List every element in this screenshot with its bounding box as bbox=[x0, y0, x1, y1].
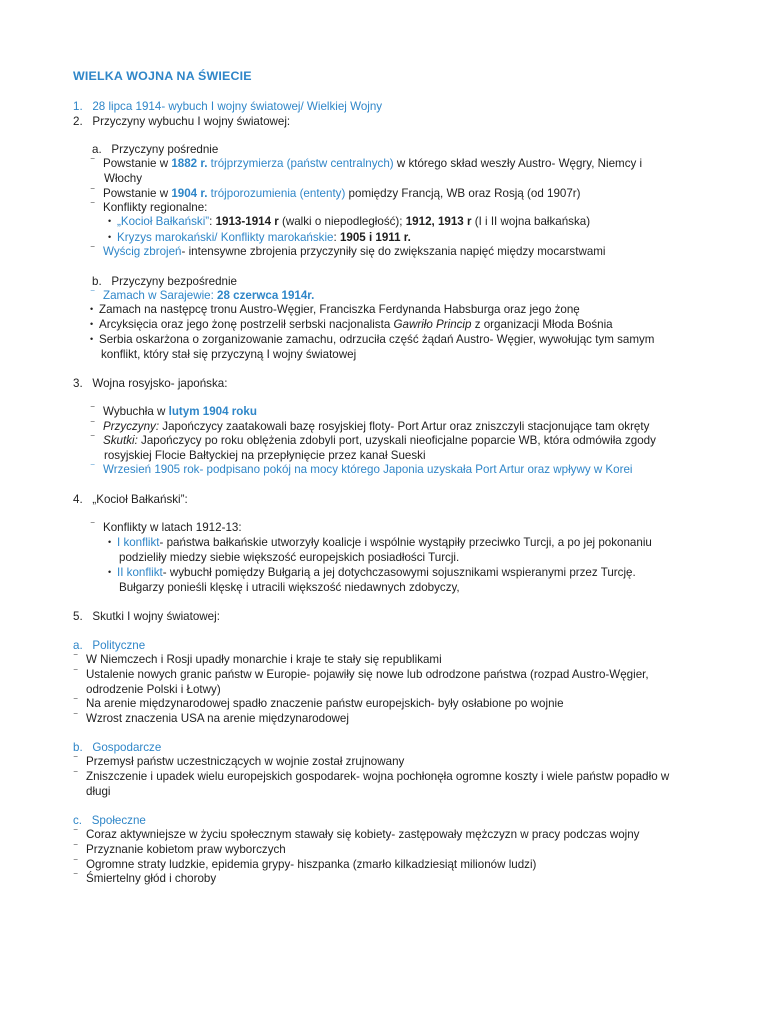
item-number: 2. bbox=[73, 115, 83, 128]
dash-bullet-icon: ⁻ bbox=[73, 652, 79, 663]
item-1 bbox=[73, 100, 382, 114]
subsection-economic-heading bbox=[73, 741, 161, 755]
item-number: b. bbox=[73, 741, 83, 754]
item-2 bbox=[73, 115, 290, 129]
list-item-continuation: odrodzenie Polski i Łotwy) bbox=[86, 683, 221, 696]
list-item-continuation: podzieliły miedzy siebie większość europejskich posiadłości Turcji. bbox=[119, 551, 460, 564]
list-item: • Serbia oskarżona o zorganizowanie zamachu, odrzuciła część żądań Austro- Węgier, wywołując tym samym bbox=[90, 333, 655, 346]
dash-bullet-icon: ⁻ bbox=[90, 186, 96, 197]
dash-bullet-icon: ⁻ bbox=[73, 667, 79, 678]
item-number: 1. bbox=[73, 100, 83, 113]
item-number: c. bbox=[73, 814, 83, 827]
dash-bullet-icon: ⁻ bbox=[90, 288, 96, 299]
item-5 bbox=[73, 610, 220, 624]
bullet-icon: • bbox=[90, 334, 94, 344]
list-item: ⁻ Wyścig zbrojeń- intensywne zbrojenia przyczyniły się do zwiększania napięć między mocarstwami bbox=[90, 244, 606, 258]
list-item-continuation: Bułgarzy ponieśli klęskę i utracili większość niedawnych zdobyczy, bbox=[119, 581, 460, 594]
list-item: ⁻ Przemysł państw uczestniczących w wojnie został zrujnowany bbox=[73, 754, 405, 768]
dash-bullet-icon: ⁻ bbox=[90, 200, 96, 211]
list-item: ⁻ Konflikty regionalne: bbox=[90, 200, 208, 214]
list-item: ⁻ W Niemczech i Rosji upadły monarchie i kraje te stały się republikami bbox=[73, 652, 442, 666]
dash-bullet-icon: ⁻ bbox=[73, 871, 79, 882]
item-text: Przyczyny bezpośrednie bbox=[111, 275, 238, 288]
dash-bullet-icon: ⁻ bbox=[73, 711, 79, 722]
dash-bullet-icon: ⁻ bbox=[73, 696, 79, 707]
dash-bullet-icon: ⁻ bbox=[90, 520, 96, 531]
list-item: • Zamach na następcę tronu Austro-Węgier, Franciszka Ferdynanda Habsburga oraz jego żonę bbox=[90, 303, 580, 316]
list-item: ⁻ Zamach w Sarajewie: 28 czerwca 1914r. bbox=[90, 288, 315, 302]
item-number: 5. bbox=[73, 610, 83, 623]
item-number: 4. bbox=[73, 493, 83, 506]
item-text: Wojna rosyjsko- japońska: bbox=[92, 377, 228, 390]
dash-bullet-icon: ⁻ bbox=[73, 827, 79, 838]
bullet-icon: • bbox=[108, 537, 112, 547]
bullet-icon: • bbox=[90, 319, 94, 329]
bullet-icon: • bbox=[108, 567, 112, 577]
sub-list-item: • I konflikt- państwa bałkańskie utworzyły koalicje i wspólnie wystąpiły przeciwko Turcji, a po jej pokonaniu bbox=[108, 536, 652, 549]
item-text: Społeczne bbox=[91, 814, 146, 827]
list-item: ⁻ Powstanie w 1882 r. trójprzymierza (państw centralnych) w którego skład weszły Austro- Węgry, Niemcy i bbox=[90, 156, 643, 170]
list-item-continuation: długi bbox=[86, 785, 111, 798]
dash-bullet-icon: ⁻ bbox=[90, 404, 96, 415]
item-text: Gospodarcze bbox=[92, 741, 162, 754]
document-title: WIELKA WOJNA NA ŚWIECIE bbox=[73, 69, 252, 83]
list-item-continuation: konflikt, który stał się przyczyną I wojny światowej bbox=[101, 348, 357, 361]
list-item: ⁻ Śmiertelny głód i choroby bbox=[73, 871, 217, 885]
item-number: a. bbox=[73, 639, 83, 652]
dash-bullet-icon: ⁻ bbox=[90, 433, 96, 444]
sub-list-item: • Kryzys marokański/ Konflikty marokańskie: 1905 i 1911 r. bbox=[108, 231, 411, 244]
subsection-a-heading bbox=[92, 143, 218, 157]
list-item: ⁻ Coraz aktywniejsze w życiu społecznym stawały się kobiety- zastępowały mężczyzn w pracy podczas wojny bbox=[73, 827, 640, 841]
dash-bullet-icon: ⁻ bbox=[73, 842, 79, 853]
bullet-icon: • bbox=[90, 304, 94, 314]
item-text: Skutki I wojny światowej: bbox=[92, 610, 220, 623]
item-text: Polityczne bbox=[92, 639, 146, 652]
list-item-continuation: Włochy bbox=[104, 172, 143, 185]
list-item: ⁻ Przyczyny: Japończycy zaatakowali bazę rosyjskiej floty- Port Artur oraz zniszczyli stacjonujące tam okręty bbox=[90, 419, 650, 433]
list-item: ⁻ Wybuchła w lutym 1904 roku bbox=[90, 404, 257, 418]
item-text: Przyczyny wybuchu I wojny światowej: bbox=[92, 115, 291, 128]
sub-list-item: • II konflikt- wybuchł pomiędzy Bułgarią a jej dotychczasowymi sojusznikami wspieranymi przez Turcję. bbox=[108, 566, 636, 579]
dash-bullet-icon: ⁻ bbox=[90, 462, 96, 473]
item-number: b. bbox=[92, 275, 102, 288]
dash-bullet-icon: ⁻ bbox=[73, 754, 79, 765]
list-item: • Arcyksięcia oraz jego żonę postrzelił serbski nacjonalista Gawriło Princip z organizacji Młoda Bośnia bbox=[90, 318, 613, 331]
subsection-b-heading bbox=[92, 275, 237, 289]
item-text: „Kocioł Bałkański”: bbox=[92, 493, 188, 506]
dash-bullet-icon: ⁻ bbox=[90, 244, 96, 255]
list-item: ⁻ Ogromne straty ludzkie, epidemia grypy- hiszpanka (zmarło kilkadziesiąt milionów ludzi) bbox=[73, 857, 537, 871]
list-item-continuation: rosyjskiej Flocie Bałtyckiej na przepłynięcie przez kanał Sueski bbox=[104, 449, 426, 462]
item-3 bbox=[73, 377, 227, 391]
item-number: 3. bbox=[73, 377, 83, 390]
list-item: ⁻ Skutki: Japończycy po roku oblężenia zdobyli port, uzyskali nieoficjalne poparcie WB, która odmówiła zgody bbox=[90, 433, 656, 447]
dash-bullet-icon: ⁻ bbox=[90, 419, 96, 430]
dash-bullet-icon: ⁻ bbox=[90, 156, 96, 167]
dash-bullet-icon: ⁻ bbox=[73, 857, 79, 868]
item-4 bbox=[73, 493, 188, 507]
dash-bullet-icon: ⁻ bbox=[73, 769, 79, 780]
list-item: ⁻ Zniszczenie i upadek wielu europejskich gospodarek- wojna pochłonęła ogromne koszty i wiele państw popadło w bbox=[73, 769, 670, 783]
list-item: ⁻ Przyznanie kobietom praw wyborczych bbox=[73, 842, 286, 856]
list-item: ⁻ Na arenie międzynarodowej spadło znaczenie państw europejskich- były osłabione po wojnie bbox=[73, 696, 564, 710]
item-number: a. bbox=[92, 143, 102, 156]
sub-list-item: • „Kocioł Bałkański”: 1913-1914 r (walki o niepodległość); 1912, 1913 r (I i II wojna bałkańska) bbox=[108, 215, 591, 228]
bullet-icon: • bbox=[108, 232, 112, 242]
list-item: ⁻ Ustalenie nowych granic państw w Europie- pojawiły się nowe lub odrodzone państwa (rozpad Austro-Węgier, bbox=[73, 667, 649, 681]
list-item: ⁻ Wzrost znaczenia USA na arenie międzynarodowej bbox=[73, 711, 349, 725]
bullet-icon: • bbox=[108, 216, 112, 226]
item-text: Przyczyny pośrednie bbox=[111, 143, 219, 156]
list-item: ⁻ Wrzesień 1905 rok- podpisano pokój na mocy którego Japonia uzyskała Port Artur oraz wpływy w Korei bbox=[90, 462, 633, 476]
list-item: ⁻ Konflikty w latach 1912-13: bbox=[90, 520, 242, 534]
list-item: ⁻ Powstanie w 1904 r. trójporozumienia (ententy) pomiędzy Francją, WB oraz Rosją (od 1907r) bbox=[90, 186, 581, 200]
item-text: 28 lipca 1914- wybuch I wojny światowej/ Wielkiej Wojny bbox=[92, 100, 383, 113]
